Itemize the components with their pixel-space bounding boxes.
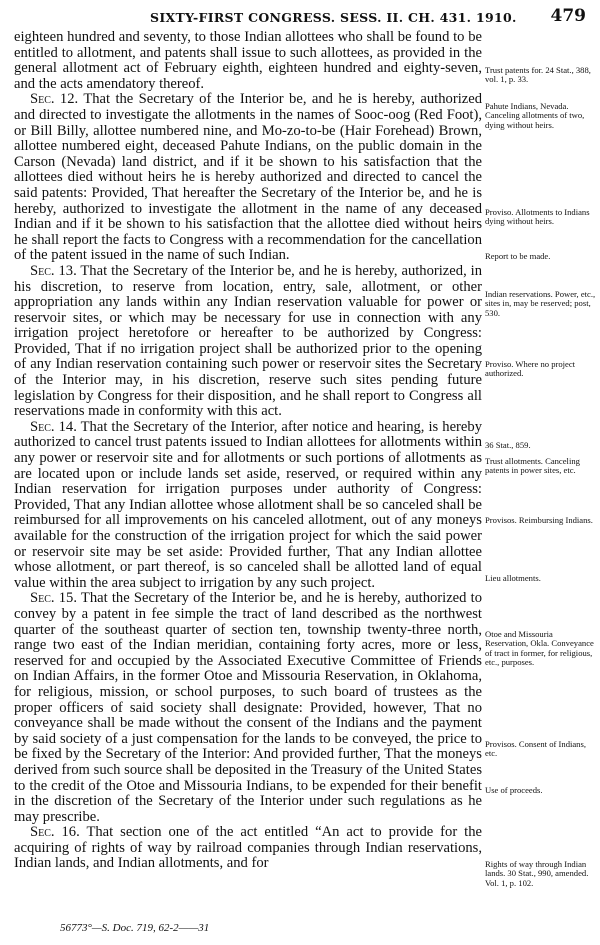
- section-14: [14, 420, 482, 592]
- paragraph-text: That the Secretary of the Interior be, and he is hereby, authorized and directed to investigate the allotments in the names of Sooc-oog (Red Foot), or Bill Billy, allottee numbered nine, and Mo-zo-to-be (Hair Forehead) Brown, allottee numbered eight, deceased Pahute Indians, on the public domain in the Carson (Nevada) land district, and if it be shown to his satisfaction that the allottees died without heirs he is hereby authorized and directed to cancel the said patents: Provided, That hereafter the Secretary of the Interior be, and he is hereby, authorized to investigate the allotment in the name of any deceased Indian and if it be shown to his satisfaction that the allottee died without heirs he shall report the facts to Congress with a recommendation for the cancellation of the patent issued in the name of such Indian.: [14, 91, 483, 264]
- margin-note: Lieu allotments.: [485, 573, 541, 583]
- paragraph-text: That section one of the act entitled “An act to provide for the acquiring of rights of way by railroad companies through Indian reservations, Indian lands, and Indian allotments, and for: [14, 824, 482, 872]
- margin-note: Provisos. Reimbursing Indians.: [485, 515, 593, 525]
- section-number: Sec. 13.: [30, 262, 77, 279]
- margin-note: Proviso. Allotments to Indians dying without heirs.: [485, 207, 590, 227]
- margin-note: 36 Stat., 859.: [485, 440, 531, 450]
- margin-note: Trust patents for. 24 Stat., 388, vol. 1, p. 33.: [485, 65, 591, 85]
- section-12: [14, 92, 482, 264]
- statute-body: [14, 30, 482, 872]
- running-head: SIXTY-FIRST CONGRESS. SESS. II. CH. 431. 1910.: [150, 10, 517, 25]
- section-number: Sec. 16.: [30, 824, 80, 841]
- page-header: [0, 4, 600, 28]
- paragraph-text: eighteen hundred and seventy, to those Indian allottees who shall be found to be entitled to allotment, and patents shall issue to such allottees, as provided in the general allotment act of February eighth, eighteen hundred and eighty-seven, and the acts amendatory thereof.: [14, 29, 482, 92]
- margin-note: Rights of way through Indian lands. 30 Stat., 990, amended. Vol. 1, p. 102.: [485, 859, 589, 888]
- section-number: Sec. 14.: [30, 418, 77, 435]
- margin-note: Indian reservations. Power, etc., sites in, may be reserved; post, 530.: [485, 289, 596, 318]
- margin-note: Trust allotments. Canceling patents in power sites, etc.: [485, 456, 580, 476]
- paragraph-text: That the Secretary of the Interior be, and he is hereby, authorized, in his discretion, to reserve from location, entry, sale, allotment, or other appropriation any lands within any Indian reservation valuable for power or reservoir sites, or which may be necessary for use in connection with any irrigation project heretofore or hereafter to be authorized by Congress: Provided, That if no irrigation project shall be authorized prior to the opening of any Indian reservation containing such power or reservoir sites the Secretary of the Interior may, in his discretion, reserve such sites pending future legislation by Congress for their disposition, and he shall report to Congress all reservations made in conformity with this act.: [14, 262, 482, 420]
- paragraph-continuation: [14, 30, 482, 92]
- paragraph-text: That the Secretary of the Interior be, and he is hereby, authorized to convey by a patent in fee simple the tract of land described as the northwest quarter of the southeast quarter of section ten, township twenty-three north, range two east of the Indian meridian, containing forty acres, more or less, reserved for and occupied by the Associated Executive Committee of Friends on Indian Affairs, in the former Otoe and Missouria Reservation, in Oklahoma, for religious, mission, or school purposes, to such board of trustees as the proper officers of said society shall designate: Provided, however, That no conveyance shall be made without the consent of the Indians and the payment by said society of a just compensation for the lands to be conveyed, the price to be fixed by the Secretary of the Interior: And provided further, That the moneys derived from such source shall be deposited in the Treasury of the United States to the credit of the Otoe and Missouria Indians, to be expended for their benefit in the discretion of the Secretary of the Interior under such regulations as he may prescribe.: [14, 590, 482, 825]
- page-number: 479: [550, 6, 586, 26]
- paragraph-text: That the Secretary of the Interior, after notice and hearing, is hereby authorized to cancel trust patents issued to Indian allottees for allotments within any power or reservoir site and for allotments or such portions of allotments as are located upon or include lands set aside, reserved, or required within any Indian reservation for irrigation purposes under authority of Congress: Provided, That any Indian allottee whose allotment shall be so canceled shall be reimbursed for all improvements on his canceled allotment, out of any moneys available for the construction of the irrigation project for which the said power or reservoir site may be set aside: Provided further, That any Indian allottee whose allotment, or part thereof, is so canceled shall be allotted land of equal value within the area subject to irrigation by any such project.: [14, 418, 482, 591]
- section-15: [14, 591, 482, 825]
- margin-note: Proviso. Where no project authorized.: [485, 359, 576, 379]
- section-number: Sec. 12.: [30, 91, 79, 108]
- margin-note: Pahute Indians, Nevada. Canceling allotments of two, dying without heirs.: [485, 101, 585, 130]
- section-16: [14, 825, 482, 872]
- margin-note: Otoe and Missouria Reservation, Okla. Conveyance of tract in former, for religious, etc., purposes.: [485, 629, 594, 668]
- section-number: Sec. 15.: [30, 590, 77, 607]
- margin-note: Report to be made.: [485, 251, 551, 261]
- margin-note: Provisos. Consent of Indians, etc.: [485, 739, 586, 759]
- margin-note: Use of proceeds.: [485, 785, 543, 795]
- section-13: [14, 264, 482, 420]
- signature-line: 56773°—S. Doc. 719, 62-2——31: [60, 922, 210, 934]
